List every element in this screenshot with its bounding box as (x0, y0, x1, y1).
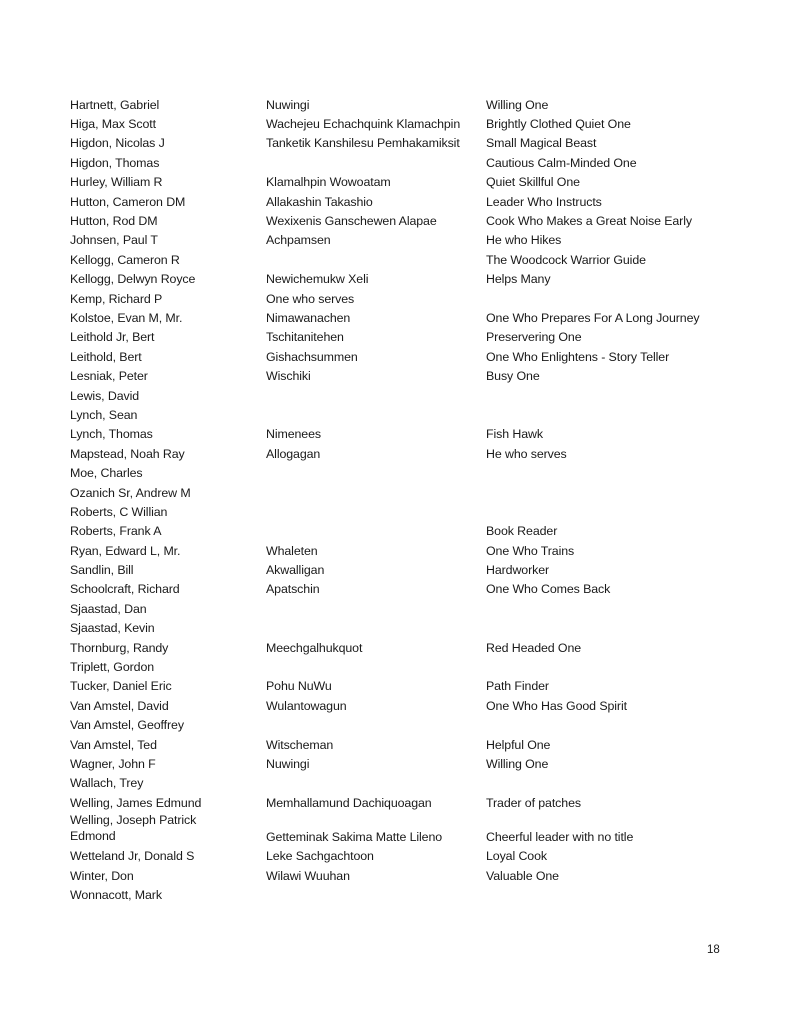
native-name: Wischiki (266, 369, 311, 384)
names-table (70, 95, 750, 905)
member-name: Ozanich Sr, Andrew M (70, 485, 191, 500)
table-row (70, 114, 750, 133)
name-meaning: Cautious Calm-Minded One (486, 155, 637, 170)
table-row (70, 153, 750, 172)
name-meaning: Willing One (486, 97, 549, 112)
member-name: Higdon, Nicolas J (70, 136, 165, 151)
name-meaning: Quiet Skillful One (486, 175, 580, 190)
table-row (70, 866, 750, 885)
name-meaning: Leader Who Instructs (486, 194, 602, 209)
native-name: Akwalligan (266, 563, 325, 578)
table-row (70, 405, 750, 424)
native-name: Nimawanachen (266, 310, 351, 325)
table-row (70, 696, 750, 715)
native-name: Nuwingi (266, 756, 310, 771)
name-meaning: Book Reader (486, 524, 558, 539)
native-name: Nuwingi (266, 97, 310, 112)
table-row (70, 192, 750, 211)
native-name: Allakashin Takashio (266, 194, 373, 209)
member-name: Mapstead, Noah Ray (70, 446, 185, 461)
table-row (70, 386, 750, 405)
table-row (70, 754, 750, 773)
native-name: Whaleten (266, 543, 318, 558)
native-name: Wexixenis Ganschewen Alapae (266, 214, 437, 229)
table-row (70, 502, 750, 521)
member-name: Johnsen, Paul T (70, 233, 158, 248)
native-name: One who serves (266, 291, 355, 306)
member-name: Schoolcraft, Richard (70, 582, 180, 597)
table-row (70, 541, 750, 560)
member-name: Roberts, C Willian (70, 504, 168, 519)
member-name: Kolstoe, Evan M, Mr. (70, 310, 183, 325)
member-name: Roberts, Frank A (70, 524, 162, 539)
native-name: Tschitanitehen (266, 330, 344, 345)
native-name: Pohu NuWu (266, 679, 332, 694)
table-row (70, 289, 750, 308)
member-name: Sjaastad, Kevin (70, 621, 155, 636)
member-name: Ryan, Edward L, Mr. (70, 543, 181, 558)
table-row (70, 580, 750, 599)
member-name: Higa, Max Scott (70, 117, 156, 132)
member-name: Wonnacott, Mark (70, 887, 162, 902)
member-name: Kellogg, Cameron R (70, 252, 180, 267)
native-name: Wulantowagun (266, 698, 347, 713)
native-name: Leke Sachgachtoon (266, 849, 374, 864)
name-meaning: Loyal Cook (486, 849, 547, 864)
native-name: Klamalhpin Wowoatam (266, 175, 391, 190)
table-row (70, 522, 750, 541)
table-row (70, 173, 750, 192)
name-meaning: One Who Trains (486, 543, 575, 558)
table-row (70, 657, 750, 676)
member-name: Wetteland Jr, Donald S (70, 849, 195, 864)
table-row (70, 250, 750, 269)
native-name: Memhallamund Dachiquoagan (266, 795, 432, 810)
member-name: Van Amstel, David (70, 698, 169, 713)
table-row (70, 231, 750, 250)
member-name: Hurley, William R (70, 175, 163, 190)
name-meaning: One Who Comes Back (486, 582, 611, 597)
name-meaning: He who Hikes (486, 233, 562, 248)
page-number: 18 (707, 944, 720, 956)
member-name: Welling, Joseph Patrick Edmond (70, 813, 197, 844)
member-name: Thornburg, Randy (70, 640, 169, 655)
member-name: Moe, Charles (70, 466, 143, 481)
table-row (70, 774, 750, 793)
table-row (70, 638, 750, 657)
member-name: Triplett, Gordon (70, 660, 155, 675)
native-name: Getteminak Sakima Matte Lileno (266, 830, 443, 845)
name-meaning: Helps Many (486, 272, 551, 287)
member-name: Sandlin, Bill (70, 563, 134, 578)
table-row (70, 444, 750, 463)
member-name: Hutton, Cameron DM (70, 194, 186, 209)
member-name: Welling, James Edmund (70, 795, 202, 810)
name-meaning: Small Magical Beast (486, 136, 597, 151)
name-meaning: Trader of patches (486, 795, 581, 810)
member-name: Hartnett, Gabriel (70, 97, 160, 112)
member-name: Wagner, John F (70, 756, 156, 771)
name-meaning: Cook Who Makes a Great Noise Early (486, 214, 692, 229)
name-meaning: Helpful One (486, 737, 551, 752)
native-name: Apatschin (266, 582, 320, 597)
member-name: Kellogg, Delwyn Royce (70, 272, 196, 287)
member-name: Van Amstel, Ted (70, 737, 157, 752)
table-row (70, 812, 750, 846)
table-row (70, 347, 750, 366)
name-meaning: Red Headed One (486, 640, 582, 655)
table-row (70, 677, 750, 696)
table-row (70, 366, 750, 385)
table-row (70, 619, 750, 638)
name-meaning: Brightly Clothed Quiet One (486, 117, 631, 132)
name-meaning: Valuable One (486, 868, 559, 883)
table-row (70, 425, 750, 444)
native-name: Wilawi Wuuhan (266, 868, 350, 883)
member-name: Lewis, David (70, 388, 140, 403)
native-name: Allogagan (266, 446, 321, 461)
table-row (70, 846, 750, 865)
name-meaning: Busy One (486, 369, 540, 384)
table-row (70, 95, 750, 114)
name-meaning: One Who Prepares For A Long Journey (486, 310, 700, 325)
member-name: Wallach, Trey (70, 776, 144, 791)
member-name: Hutton, Rod DM (70, 214, 158, 229)
native-name: Wachejeu Echachquink Klamachpin (266, 117, 461, 132)
table-row (70, 211, 750, 230)
name-meaning: Willing One (486, 756, 549, 771)
table-row (70, 793, 750, 812)
member-name: Leithold Jr, Bert (70, 330, 155, 345)
name-meaning: The Woodcock Warrior Guide (486, 252, 646, 267)
member-name: Higdon, Thomas (70, 155, 160, 170)
member-name: Sjaastad, Dan (70, 601, 147, 616)
native-name: Meechgalhukquot (266, 640, 363, 655)
member-name: Leithold, Bert (70, 349, 142, 364)
name-meaning: Path Finder (486, 679, 549, 694)
native-name: Witscheman (266, 737, 334, 752)
name-meaning: Fish Hawk (486, 427, 543, 442)
name-meaning: He who serves (486, 446, 567, 461)
name-meaning: Cheerful leader with no title (486, 830, 634, 845)
table-row (70, 328, 750, 347)
member-name: Kemp, Richard P (70, 291, 163, 306)
name-meaning: Preservering One (486, 330, 582, 345)
table-row (70, 134, 750, 153)
member-name: Tucker, Daniel Eric (70, 679, 172, 694)
member-name: Lynch, Sean (70, 407, 138, 422)
table-row (70, 463, 750, 482)
name-meaning: Hardworker (486, 563, 550, 578)
member-name: Winter, Don (70, 868, 134, 883)
table-row (70, 716, 750, 735)
table-row (70, 735, 750, 754)
native-name: Nimenees (266, 427, 321, 442)
table-row (70, 308, 750, 327)
table-row (70, 483, 750, 502)
name-meaning: One Who Has Good Spirit (486, 698, 627, 713)
native-name: Achpamsen (266, 233, 331, 248)
native-name: Newichemukw Xeli (266, 272, 369, 287)
table-row (70, 885, 750, 904)
native-name: Gishachsummen (266, 349, 358, 364)
table-row (70, 599, 750, 618)
member-name: Lesniak, Peter (70, 369, 148, 384)
member-name: Van Amstel, Geoffrey (70, 718, 184, 733)
member-name: Lynch, Thomas (70, 427, 153, 442)
table-row (70, 270, 750, 289)
native-name: Tanketik Kanshilesu Pemhakamiksit (266, 136, 460, 151)
name-meaning: One Who Enlightens - Story Teller (486, 349, 670, 364)
table-row (70, 560, 750, 579)
